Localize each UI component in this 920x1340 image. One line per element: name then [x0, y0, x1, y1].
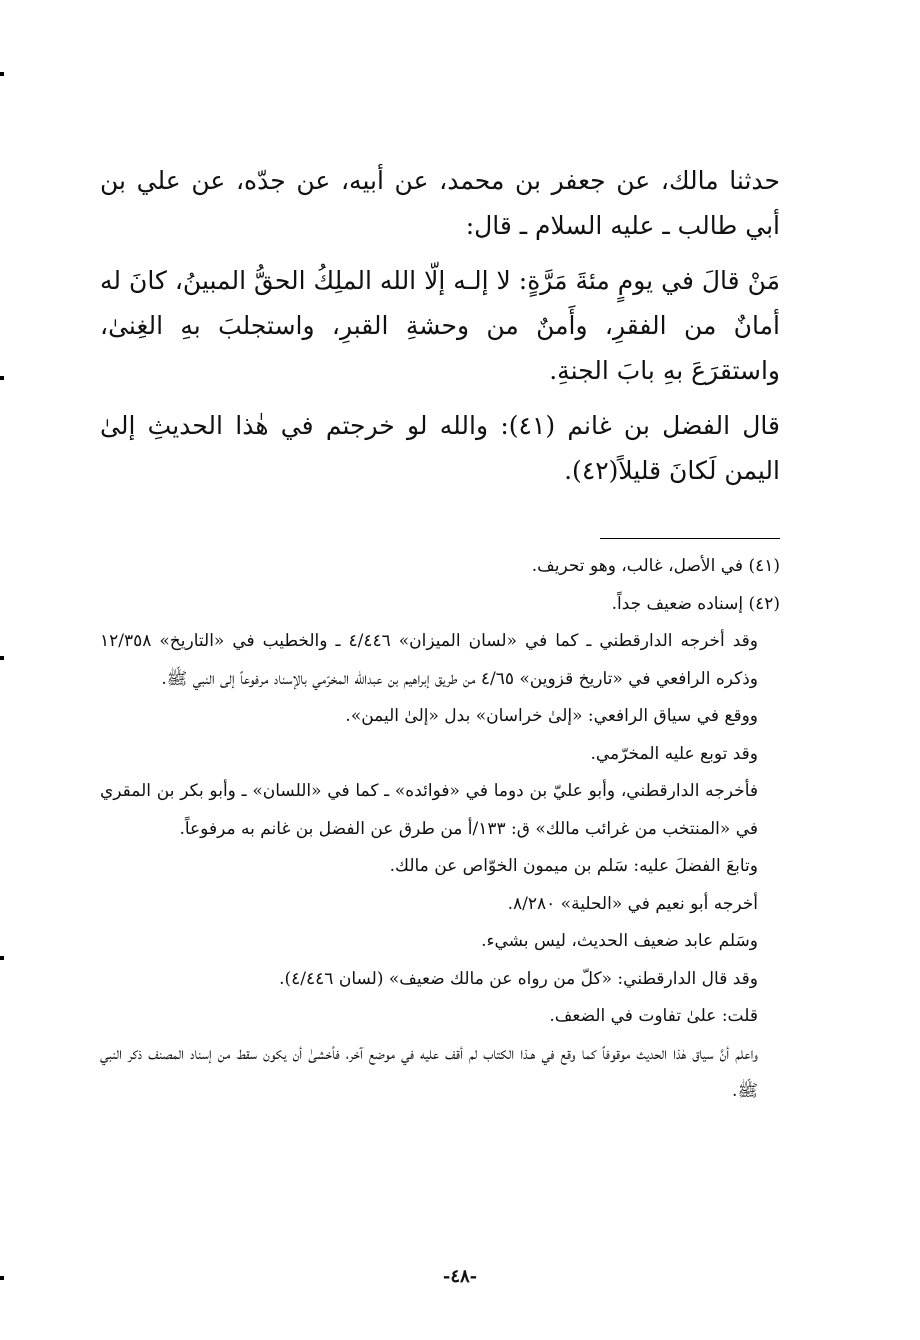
footnote-paragraph: وقد توبع عليه المخرّمي.: [590, 743, 758, 764]
scan-edge-mark: [0, 376, 4, 380]
footnote-41: (٤١) في الأصل، غالب، وهو تحريف.: [531, 556, 780, 576]
footnote-42: (٤٢) إسناده ضعيف جداً.: [611, 593, 780, 614]
footnote-paragraph: قلت: علىٰ تفاوت في الضعف.: [549, 1006, 758, 1026]
footnote-paragraph: وسَلم عابد ضعيف الحديث، ليس بشيء.: [481, 931, 758, 951]
main-paragraph-comment: قال الفضل بن غانم (٤١): والله لو خرجتم في هٰذا الحديثِ إلىٰ اليمن لَكانَ قليلاً(٤٢).: [100, 411, 781, 485]
scan-edge-mark: [0, 956, 4, 960]
scan-edge-mark: [0, 72, 4, 76]
main-paragraph-isnad: حدثنا مالك، عن جعفر بن محمد، عن أبيه، عن جدّه، عن علي بن أبي طالب ـ عليه السلام ـ قال:: [100, 166, 780, 240]
footnote-paragraph: فأخرجه الدارقطني، وأبو عليّ بن دوما في «فوائده» ـ كما في «اللسان» ـ وأبو بكر بن المقري في «المنتخب من غرائب مالك» ق: ١٣٣/أ من طرق عن الفضل بن غانم به مرفوعاً.: [100, 781, 758, 839]
main-paragraph-hadith: مَنْ قالَ في يومٍ مئةَ مَرَّةٍ: لا إلـه إلّا الله الملِكُ الحقُّ المبينُ، كانَ له أمانٌ من الفقرِ، وأَمنٌ من وحشةِ القبرِ، واستجلبَ بهِ الغِنىٰ، واستقرَعَ بهِ بابَ الجنةِ.: [100, 266, 780, 385]
scan-edge-mark: [0, 656, 4, 660]
footnote-paragraph: أخرجه أبو نعيم في «الحلية» ٨/٢٨٠.: [507, 893, 758, 914]
footnote-paragraph: وقد قال الدارقطني: «كلّ من رواه عن مالك ضعيف» (لسان ٤/٤٤٦).: [279, 968, 758, 989]
footnotes: [100, 548, 780, 1111]
footnote-paragraph: وتابعَ الفضلَ عليه: سَلم بن ميمون الخوّاص عن مالك.: [389, 856, 758, 876]
footnote-paragraph: واعلم أنَّ سياق هٰذا الحديث موقوفاً كما وقع في هـذا الكتاب لم أقف عليه في موضع آخر، فأخشىٰ أن يكون سقط من إسناد المصنف ذكر النبي ﷺ.: [100, 1043, 758, 1101]
main-text: [100, 158, 780, 493]
footnote-paragraph: ووقع في سياق الرافعي: «إلىٰ خراسان» بدل «إلىٰ اليمن».: [345, 706, 758, 726]
footnote-paragraph: وقد أخرجه الدارقطني ـ كما في «لسان الميزان» ٤/٤٤٦ ـ والخطيب في «التاريخ» ١٢/٣٥٨ وذكره الرافعي في «تاريخ قزوين» ٤/٦٥ من طريق إبراهيم بن عبدالله المخرّمي بالإسناد مرفوعاً إلى النبي ﷺ.: [100, 631, 759, 689]
footnote-separator: [600, 538, 780, 539]
page-number: -٤٨-: [442, 1266, 478, 1287]
